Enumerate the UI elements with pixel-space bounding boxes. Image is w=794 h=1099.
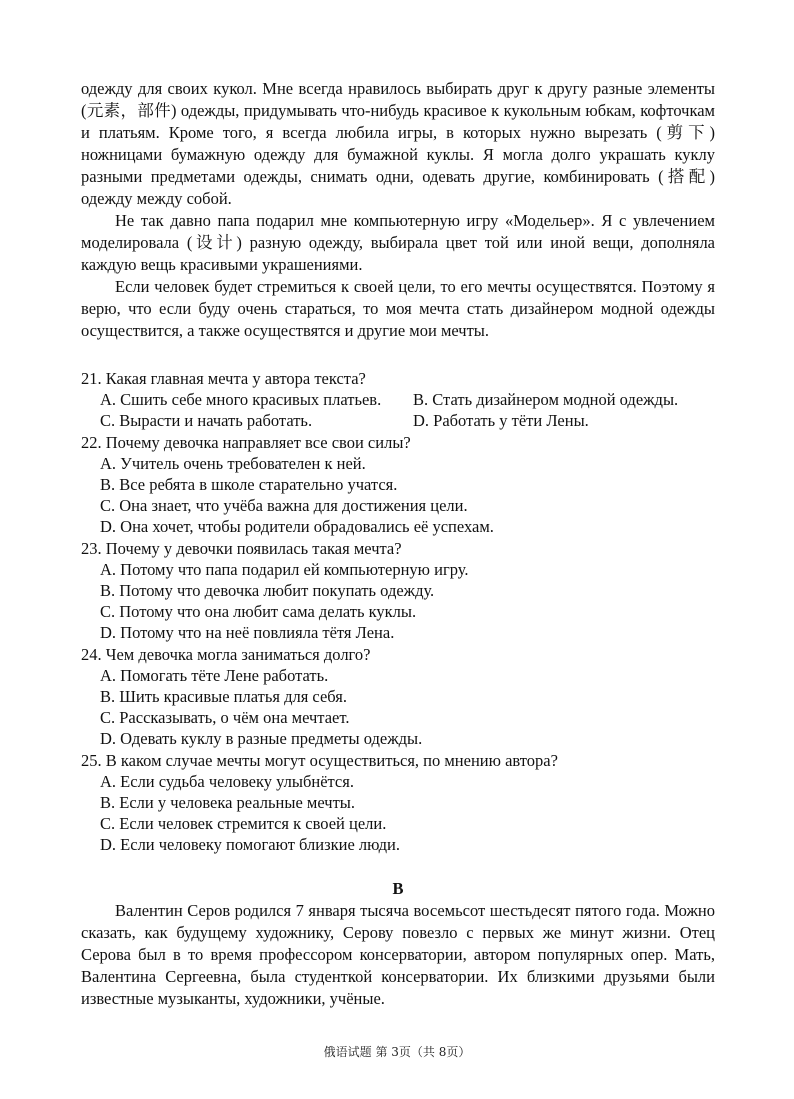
- passage-paragraph-1: одежду для своих кукол. Мне всегда нравилось выбирать друг к другу разные элементы (元素，部件) одежды, придумывать что-нибудь красивое к кукольным юбкам, кофточкам и платьям. Кроме того, я всегда любила игры, в которых нужно вырезать (剪下) ножницами бумажную одежду для бумажной куклы. Я могла долго украшать куклу разными предметами одежды, снимать одни, одевать другие, комбинировать (搭配) одежду между собой.: [81, 79, 715, 208]
- exam-page: [81, 78, 715, 1010]
- option-d: D. Потому что на неё повлияла тётя Лена.: [100, 623, 395, 643]
- option-c: C. Вырасти и начать работать.: [100, 411, 313, 431]
- option-d: D. Если человеку помогают близкие люди.: [100, 835, 400, 855]
- question-23: [81, 538, 715, 644]
- question-title: 21. Какая главная мечта у автора текста?: [81, 369, 366, 388]
- question-title: 22. Почему девочка направляет все свои силы?: [81, 432, 411, 452]
- passage-paragraph-3: Если человек будет стремиться к своей цели, то его мечты осуществятся. Поэтому я верю, что если буду очень стараться, то моя мечта стать дизайнером модной одежды осуществится, а также осуществятся и другие мои мечты.: [81, 277, 715, 340]
- question-title: 25. В каком случае мечты могут осуществиться, по мнению автора?: [81, 750, 558, 770]
- option-b: B. Если у человека реальные мечты.: [100, 793, 356, 813]
- option-b: B. Шить красивые платья для себя.: [100, 687, 347, 707]
- question-title: 24. Чем девочка могла заниматься долго?: [81, 644, 371, 664]
- option-c: C. Если человек стремится к своей цели.: [100, 814, 387, 834]
- option-a: A. Учитель очень требователен к ней.: [100, 453, 366, 473]
- option-d: D. Одевать куклу в разные предметы одежды.: [100, 729, 423, 749]
- reading-passage: [81, 78, 715, 342]
- question-22: [81, 432, 715, 538]
- option-a: A. Сшить себе много красивых платьев.: [100, 390, 382, 410]
- question-list: [81, 368, 715, 856]
- option-b: B. Стать дизайнером модной одежды.: [413, 390, 679, 410]
- section-b: [81, 878, 715, 1010]
- question-options: [81, 389, 715, 431]
- option-c: C. Рассказывать, о чём она мечтает.: [100, 708, 350, 728]
- question-24: [81, 644, 715, 750]
- question-title: 23. Почему у девочки появилась такая мечта?: [81, 538, 402, 558]
- question-21: [81, 368, 715, 432]
- option-a: A. Потому что папа подарил ей компьютерную игру.: [100, 559, 469, 579]
- question-25: [81, 750, 715, 856]
- option-d: D. Она хочет, чтобы родители обрадовались её успехам.: [100, 517, 494, 537]
- option-b: B. Все ребята в школе старательно учатся.: [100, 475, 398, 495]
- option-d: D. Работать у тёти Лены.: [413, 411, 589, 431]
- option-a: A. Помогать тёте Лене работать.: [100, 665, 329, 685]
- option-c: C. Она знает, что учёба важна для достижения цели.: [100, 496, 468, 516]
- passage-paragraph-2: Не так давно папа подарил мне компьютерную игру «Модельер». Я с увлечением моделировала (设计) разную одежду, выбирала цвет той или иной вещи, дополняла каждую вещь красивыми украшениями.: [81, 211, 715, 274]
- option-c: C. Потому что она любит сама делать куклы.: [100, 602, 417, 622]
- option-a: A. Если судьба человеку улыбнётся.: [100, 771, 354, 791]
- section-b-title: B: [392, 878, 404, 898]
- section-b-paragraph: Валентин Серов родился 7 января тысяча восемьсот шестьдесят пятого года. Можно сказать, как будущему художнику, Серову повезло с первых же минут жизни. Отец Серова был в то время профессором консерватории, автором популярных опер. Мать, Валентина Сергеевна, была студенткой консерватории. Их близкими друзьями были известные музыканты, художники, учёные.: [81, 900, 715, 1008]
- page-footer: 俄语试题 第 3页（共 8页）: [323, 1045, 471, 1059]
- option-b: B. Потому что девочка любит покупать одежду.: [100, 581, 435, 601]
